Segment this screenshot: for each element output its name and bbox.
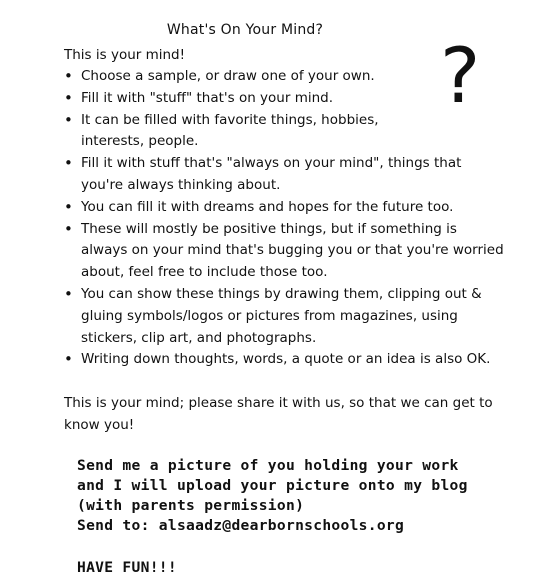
send-email-line: Send to: alsaadz@dearbornschools.org xyxy=(77,517,405,534)
list-item-line: • You can show these things by drawing them, clipping out & xyxy=(81,285,482,302)
list-item-line: • You can fill it with dreams and hopes for the future too. xyxy=(81,198,454,215)
list-item xyxy=(64,197,524,219)
list-item-line: • These will mostly be positive things, but if something is xyxy=(81,220,457,237)
closing-line: This is your mind; please share it with us, so that we can get to xyxy=(64,395,493,411)
closing-line: know you! xyxy=(64,416,135,433)
send-line: and I will upload your picture onto my blog xyxy=(77,477,468,494)
list-item-line: stickers, clip art, and photographs. xyxy=(81,329,317,346)
list-item-line: interests, people. xyxy=(81,133,199,150)
list-item xyxy=(64,88,524,110)
closing-text xyxy=(64,393,524,436)
list-item-line: • Fill it with stuff that's "always on your mind", things that xyxy=(81,155,462,172)
send-line: (with parents permission) xyxy=(77,497,305,514)
list-item xyxy=(64,66,524,88)
list-item-line: • Fill it with "stuff" that's on your mind. xyxy=(81,89,334,106)
list-item-line: you're always thinking about. xyxy=(81,176,281,193)
list-item xyxy=(64,349,524,371)
list-item-line: about, feel free to include those too. xyxy=(81,264,328,281)
question-mark-graphic: ? xyxy=(440,31,481,120)
list-item-line: always on your mind that's bugging you or that you're worried xyxy=(81,242,504,259)
intro-text: This is your mind! xyxy=(64,47,186,63)
send-instructions xyxy=(77,456,547,536)
list-item-line: • Choose a sample, or draw one of your own. xyxy=(81,68,375,84)
list-item-line: • It can be filled with favorite things, hobbies, xyxy=(81,111,379,128)
list-item xyxy=(64,153,524,197)
list-item xyxy=(64,284,524,349)
list-item-line: • Writing down thoughts, words, a quote or an idea is also OK. xyxy=(81,351,491,368)
instructions-list xyxy=(64,66,524,371)
page-title: What's On Your Mind? xyxy=(166,22,324,38)
list-item xyxy=(64,219,524,284)
send-line: Send me a picture of you holding your work xyxy=(77,457,459,474)
sign-off: HAVE FUN!!! xyxy=(77,559,177,576)
list-item-line: gluing symbols/logos or pictures from magazines, using xyxy=(81,307,458,324)
list-item xyxy=(64,110,524,154)
